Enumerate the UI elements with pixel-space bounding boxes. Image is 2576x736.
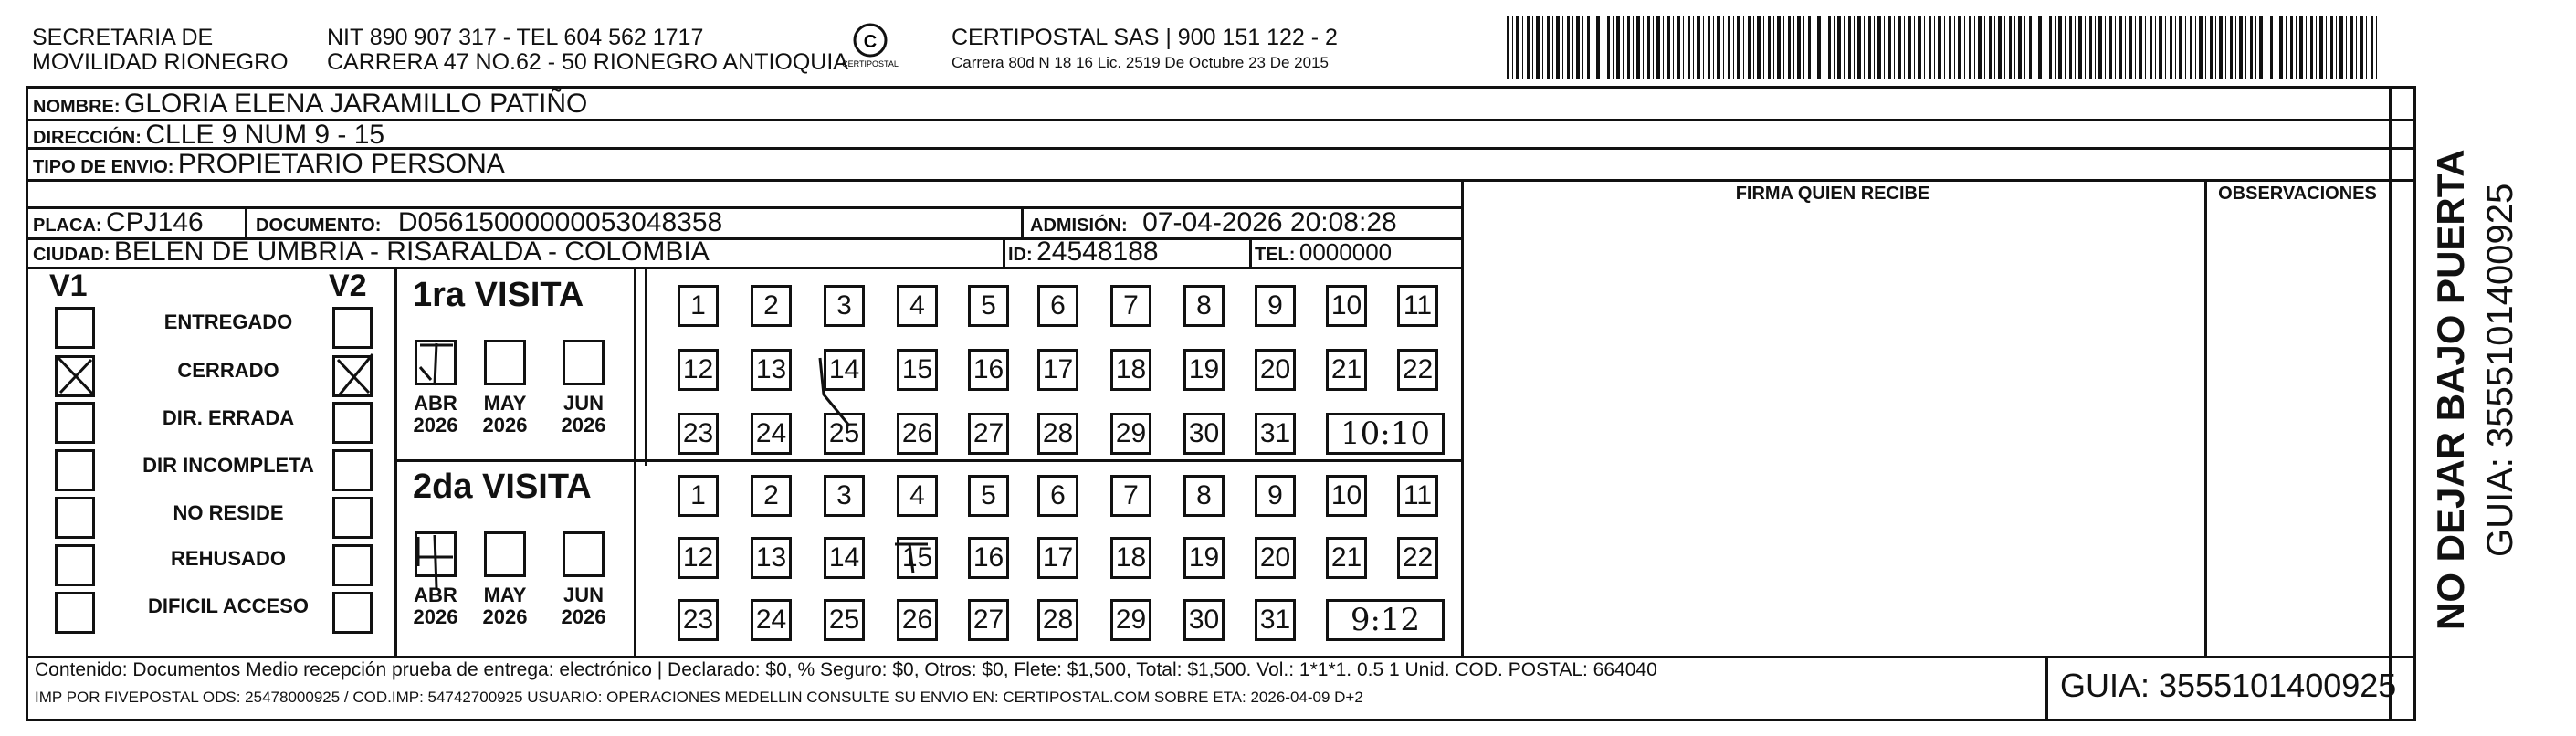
visit2-month-box-3[interactable]: [563, 531, 605, 577]
visit1-day-7[interactable]: 7: [1110, 285, 1151, 327]
tel-label: TEL:: [1255, 245, 1296, 265]
visit2-day-8[interactable]: 8: [1183, 475, 1225, 517]
documento-label: DOCUMENTO:: [256, 216, 382, 236]
visit1-day-18[interactable]: 18: [1110, 349, 1151, 391]
visit1-day-13[interactable]: 13: [751, 349, 792, 391]
v1-checkbox-3[interactable]: [55, 402, 95, 444]
visit2-day-24[interactable]: 24: [751, 599, 792, 641]
firma-header: FIRMA QUIEN RECIBE: [1735, 184, 1930, 204]
direccion-value: CLLE 9 NUM 9 - 15: [145, 120, 385, 150]
visit1-day-6[interactable]: 6: [1037, 285, 1078, 327]
org-nit: NIT 890 907 317 - TEL 604 562 1717: [327, 25, 704, 50]
courier-license: Carrera 80d N 18 16 Lic. 2519 De Octubre 23 De 2015: [952, 54, 1329, 71]
v1-cerrado-mark-icon: [55, 354, 97, 403]
visit2-day-25[interactable]: 25: [824, 599, 865, 641]
direccion-label: DIRECCIÓN:: [33, 128, 142, 148]
org-contact: [327, 26, 848, 75]
barcode: [1507, 16, 2379, 79]
id-value: 24548188: [1036, 237, 1159, 267]
visit2-abr-mark-icon: [413, 530, 458, 594]
visit2-day-16[interactable]: 16: [968, 537, 1009, 579]
status-no-reside: NO RESIDE: [173, 501, 284, 524]
visit2-day-19[interactable]: 19: [1183, 537, 1225, 579]
visit1-day-15[interactable]: 15: [897, 349, 938, 391]
visit2-month-name-2: MAY: [483, 584, 527, 606]
visit1-day-22[interactable]: 22: [1397, 349, 1438, 391]
footer-line-2: IMP POR FIVEPOSTAL ODS: 25478000925 / COD.IMP: 54742700925 USUARIO: OPERACIONES MEDELLIN CONSULTE SU ENVIO EN: CERTIPOSTAL.COM SOBRE ETA: 2026-04-09 D+2: [35, 689, 1363, 706]
placa-label: PLACA:: [33, 216, 102, 236]
visit2-day-17[interactable]: 17: [1037, 537, 1078, 579]
visit1-day-28[interactable]: 28: [1037, 413, 1078, 455]
row-tipo: [33, 148, 505, 185]
visit1-month-year-2: 2026: [482, 414, 528, 436]
visit1-day-8[interactable]: 8: [1183, 285, 1225, 327]
v2-checkbox-5[interactable]: [332, 497, 373, 539]
visit1-day-17[interactable]: 17: [1037, 349, 1078, 391]
nombre-label: NOMBRE:: [33, 97, 121, 117]
visit2-day-22[interactable]: 22: [1397, 537, 1438, 579]
v2-checkbox-3[interactable]: [332, 402, 373, 444]
visit1-day-29[interactable]: 29: [1110, 413, 1151, 455]
visit1-day-14[interactable]: 14: [824, 349, 865, 391]
observaciones-header: OBSERVACIONES: [2218, 184, 2377, 204]
v2-label: V2: [329, 268, 367, 303]
visit1-day-27[interactable]: 27: [968, 413, 1009, 455]
v2-checkbox-7[interactable]: [332, 592, 373, 634]
visit1-day-9[interactable]: 9: [1255, 285, 1296, 327]
visit1-month-label-2: [475, 393, 535, 436]
visit2-day-7[interactable]: 7: [1110, 475, 1151, 517]
status-entregado: ENTREGADO: [163, 310, 293, 333]
status-dir-errada: DIR. ERRADA: [162, 406, 295, 429]
side-warning: NO DEJAR BAJO PUERTA: [2429, 149, 2472, 630]
v1-checkbox-7[interactable]: [55, 592, 95, 634]
placa-value: CPJ146: [106, 207, 204, 237]
visit1-day-4[interactable]: 4: [897, 285, 938, 327]
visit2-day-11[interactable]: 11: [1397, 475, 1438, 517]
visit2-day-20[interactable]: 20: [1255, 537, 1296, 579]
visit1-day-3[interactable]: 3: [824, 285, 865, 327]
id-field: [1008, 236, 1159, 273]
ciudad-label: CIUDAD:: [33, 245, 110, 265]
visit1-month-box-3[interactable]: [563, 340, 605, 385]
documento-value: D05615000000053048358: [397, 207, 723, 237]
visit1-day-11[interactable]: 11: [1397, 285, 1438, 327]
visit1-abr-mark-icon: [413, 340, 458, 394]
v2-checkbox-6[interactable]: [332, 544, 373, 586]
visit2-day-5[interactable]: 5: [968, 475, 1009, 517]
visit1-day-21[interactable]: 21: [1326, 349, 1367, 391]
v1-checkbox-4[interactable]: [55, 449, 95, 491]
visit2-day-12[interactable]: 12: [678, 537, 719, 579]
visit2-month-label-3: [553, 584, 614, 628]
footer-guia: GUIA: 3555101400925: [2060, 667, 2397, 704]
v1-checkbox-5[interactable]: [55, 497, 95, 539]
visit1-day-12[interactable]: 12: [678, 349, 719, 391]
footer-line-1: Contenido: Documentos Medio recepción prueba de entrega: electrónico | Declarado: $0, % Seguro: $0, Otros: $0, Flete: $1,500, Total: $1,500. Vol.: 1*1*1. 0.5 1 Unid. COD. POSTAL: 664040: [35, 659, 1657, 680]
visit2-title: 2da VISITA: [413, 468, 592, 506]
visit2-day-9[interactable]: 9: [1255, 475, 1296, 517]
visit2-month-label-2: [475, 584, 535, 628]
visit2-day15-mark-icon: [891, 537, 935, 585]
visit1-month-year-1: 2026: [413, 414, 458, 436]
visit2-day-1[interactable]: 1: [678, 475, 719, 517]
v1-checkbox-6[interactable]: [55, 544, 95, 586]
visit2-day-29[interactable]: 29: [1110, 599, 1151, 641]
certipostal-logo-icon: [838, 22, 902, 69]
v1-checkbox-1[interactable]: [55, 307, 95, 349]
visit2-month-year-2: 2026: [482, 605, 528, 628]
visit1-day-24[interactable]: 24: [751, 413, 792, 455]
visit1-month-box-2[interactable]: [484, 340, 526, 385]
visit2-day-26[interactable]: 26: [897, 599, 938, 641]
visit2-day-4[interactable]: 4: [897, 475, 938, 517]
visit2-day-14[interactable]: 14: [824, 537, 865, 579]
visit2-day-15[interactable]: 15: [897, 537, 938, 579]
status-cerrado: CERRADO: [177, 359, 279, 382]
ciudad-field: [33, 236, 710, 273]
visit2-day-23[interactable]: 23: [678, 599, 719, 641]
visit1-day-23[interactable]: 23: [678, 413, 719, 455]
visit1-month-label-3: [553, 393, 614, 436]
v2-checkbox-1[interactable]: [332, 307, 373, 349]
visit1-month-year-3: 2026: [561, 414, 606, 436]
visit1-day-20[interactable]: 20: [1255, 349, 1296, 391]
visit2-time-box[interactable]: 9:12: [1326, 599, 1445, 641]
nombre-value: GLORIA ELENA JARAMILLO PATIÑO: [124, 89, 588, 119]
visit2-day-28[interactable]: 28: [1037, 599, 1078, 641]
visit2-day-10[interactable]: 10: [1326, 475, 1367, 517]
tel-value: 0000000: [1299, 238, 1393, 266]
visit1-day14-mark-icon: [813, 349, 867, 436]
visit1-title: 1ra VISITA: [413, 276, 584, 314]
visit2-day-13[interactable]: 13: [751, 537, 792, 579]
visit1-day-10[interactable]: 10: [1326, 285, 1367, 327]
visit2-month-name-3: JUN: [563, 584, 604, 606]
visit2-month-year-3: 2026: [561, 605, 606, 628]
status-dificil-acceso: DIFICIL ACCESO: [147, 594, 309, 617]
visit1-day-31[interactable]: 31: [1255, 413, 1296, 455]
visit2-day-6[interactable]: 6: [1037, 475, 1078, 517]
org-address: CARRERA 47 NO.62 - 50 RIONEGRO ANTIOQUIA: [327, 49, 848, 75]
org-line-2: MOVILIDAD RIONEGRO: [32, 49, 289, 75]
visit1-month-name-1: ABR: [414, 392, 457, 415]
visit1-day-2[interactable]: 2: [751, 285, 792, 327]
side-guia: GUIA: 3555101400925: [2480, 183, 2520, 557]
org-line-1: SECRETARIA DE: [32, 25, 214, 50]
visit1-day-25[interactable]: 25: [824, 413, 865, 455]
visit1-day-19[interactable]: 19: [1183, 349, 1225, 391]
status-rehusado: REHUSADO: [171, 547, 286, 570]
visit2-month-name-1: ABR: [414, 584, 457, 606]
visit2-day-31[interactable]: 31: [1255, 599, 1296, 641]
visit2-month-box-2[interactable]: [484, 531, 526, 577]
v1-label: V1: [49, 268, 88, 303]
org-name: [32, 26, 289, 75]
visit2-day-2[interactable]: 2: [751, 475, 792, 517]
tipo-label: TIPO DE ENVIO:: [33, 157, 174, 177]
visit1-month-label-1: [405, 393, 466, 436]
tipo-value: PROPIETARIO PERSONA: [177, 149, 505, 179]
visit2-day-3[interactable]: 3: [824, 475, 865, 517]
visit1-month-name-2: MAY: [483, 392, 527, 415]
visit2-month-year-1: 2026: [413, 605, 458, 628]
v2-cerrado-mark-icon: [332, 347, 378, 403]
status-dir-incompleta: DIR INCOMPLETA: [142, 454, 314, 477]
visit2-day-18[interactable]: 18: [1110, 537, 1151, 579]
visit1-time-box[interactable]: 10:10: [1326, 413, 1445, 455]
visit1-day-16[interactable]: 16: [968, 349, 1009, 391]
courier-info: [952, 26, 1338, 76]
visit2-day-21[interactable]: 21: [1326, 537, 1367, 579]
logo-text: CERTIPOSTAL: [842, 59, 899, 68]
visit2-day-27[interactable]: 27: [968, 599, 1009, 641]
visit1-day-26[interactable]: 26: [897, 413, 938, 455]
admision-label: ADMISIÓN:: [1030, 216, 1128, 236]
courier-name: CERTIPOSTAL SAS | 900 151 122 - 2: [952, 25, 1338, 50]
visit1-day-5[interactable]: 5: [968, 285, 1009, 327]
visit1-month-name-3: JUN: [563, 392, 604, 415]
admision-value: 07-04-2026 20:08:28: [1142, 207, 1397, 237]
visit1-day-1[interactable]: 1: [678, 285, 719, 327]
visit2-day-30[interactable]: 30: [1183, 599, 1225, 641]
v2-checkbox-4[interactable]: [332, 449, 373, 491]
svg-text:C: C: [863, 32, 878, 52]
id-label: ID:: [1008, 245, 1033, 265]
ciudad-value: BELEN DE UMBRÍA - RISARALDA - COLOMBIA: [113, 237, 710, 267]
tel-field: [1255, 236, 1392, 273]
visit1-day-30[interactable]: 30: [1183, 413, 1225, 455]
